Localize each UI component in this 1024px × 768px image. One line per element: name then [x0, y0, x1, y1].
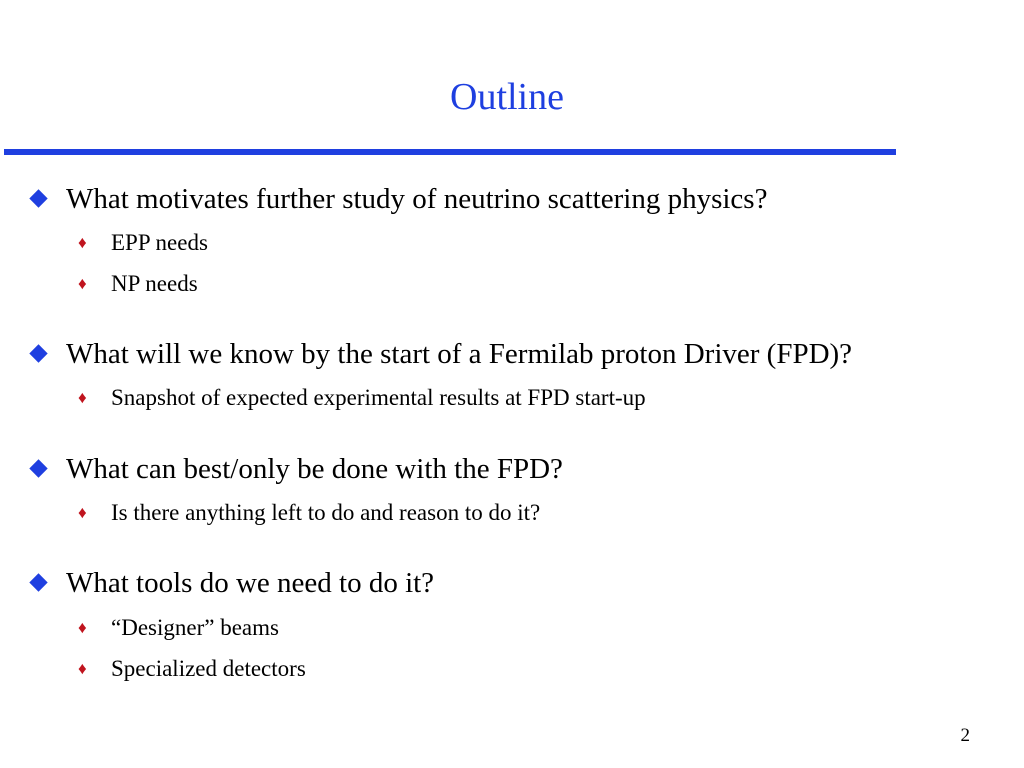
sub-bullet-text: NP needs [111, 271, 198, 296]
sub-bullet-text: Specialized detectors [111, 656, 306, 681]
page-number: 2 [960, 725, 970, 746]
slide-title: Outline [450, 76, 564, 118]
diamond-bullet-icon [29, 459, 47, 477]
diamond-bullet-icon [29, 189, 47, 207]
sub-bullet-text: “Designer” beams [111, 615, 279, 640]
diamond-sub-bullet-icon: ♦ [78, 233, 87, 252]
diamond-bullet-icon [29, 344, 47, 362]
diamond-bullet-icon [29, 573, 47, 591]
diamond-sub-bullet-icon: ♦ [78, 618, 87, 637]
sub-bullet-text: Is there anything left to do and reason to do it? [111, 500, 541, 525]
sub-bullet-text: EPP needs [111, 230, 208, 255]
diamond-sub-bullet-icon: ♦ [78, 388, 87, 407]
sub-bullet-text: Snapshot of expected experimental results at FPD start-up [111, 385, 646, 410]
diamond-sub-bullet-icon: ♦ [78, 503, 87, 522]
bullet-text: What can best/only be done with the FPD? [66, 453, 563, 485]
diamond-sub-bullet-icon: ♦ [78, 274, 87, 293]
title-underline-rule [4, 149, 896, 155]
bullet-text: What motivates further study of neutrino scattering physics? [66, 183, 768, 215]
bullet-text: What tools do we need to do it? [66, 567, 435, 599]
bullet-text: What will we know by the start of a Fermilab proton Driver (FPD)? [66, 338, 853, 370]
diamond-sub-bullet-icon: ♦ [78, 659, 87, 678]
